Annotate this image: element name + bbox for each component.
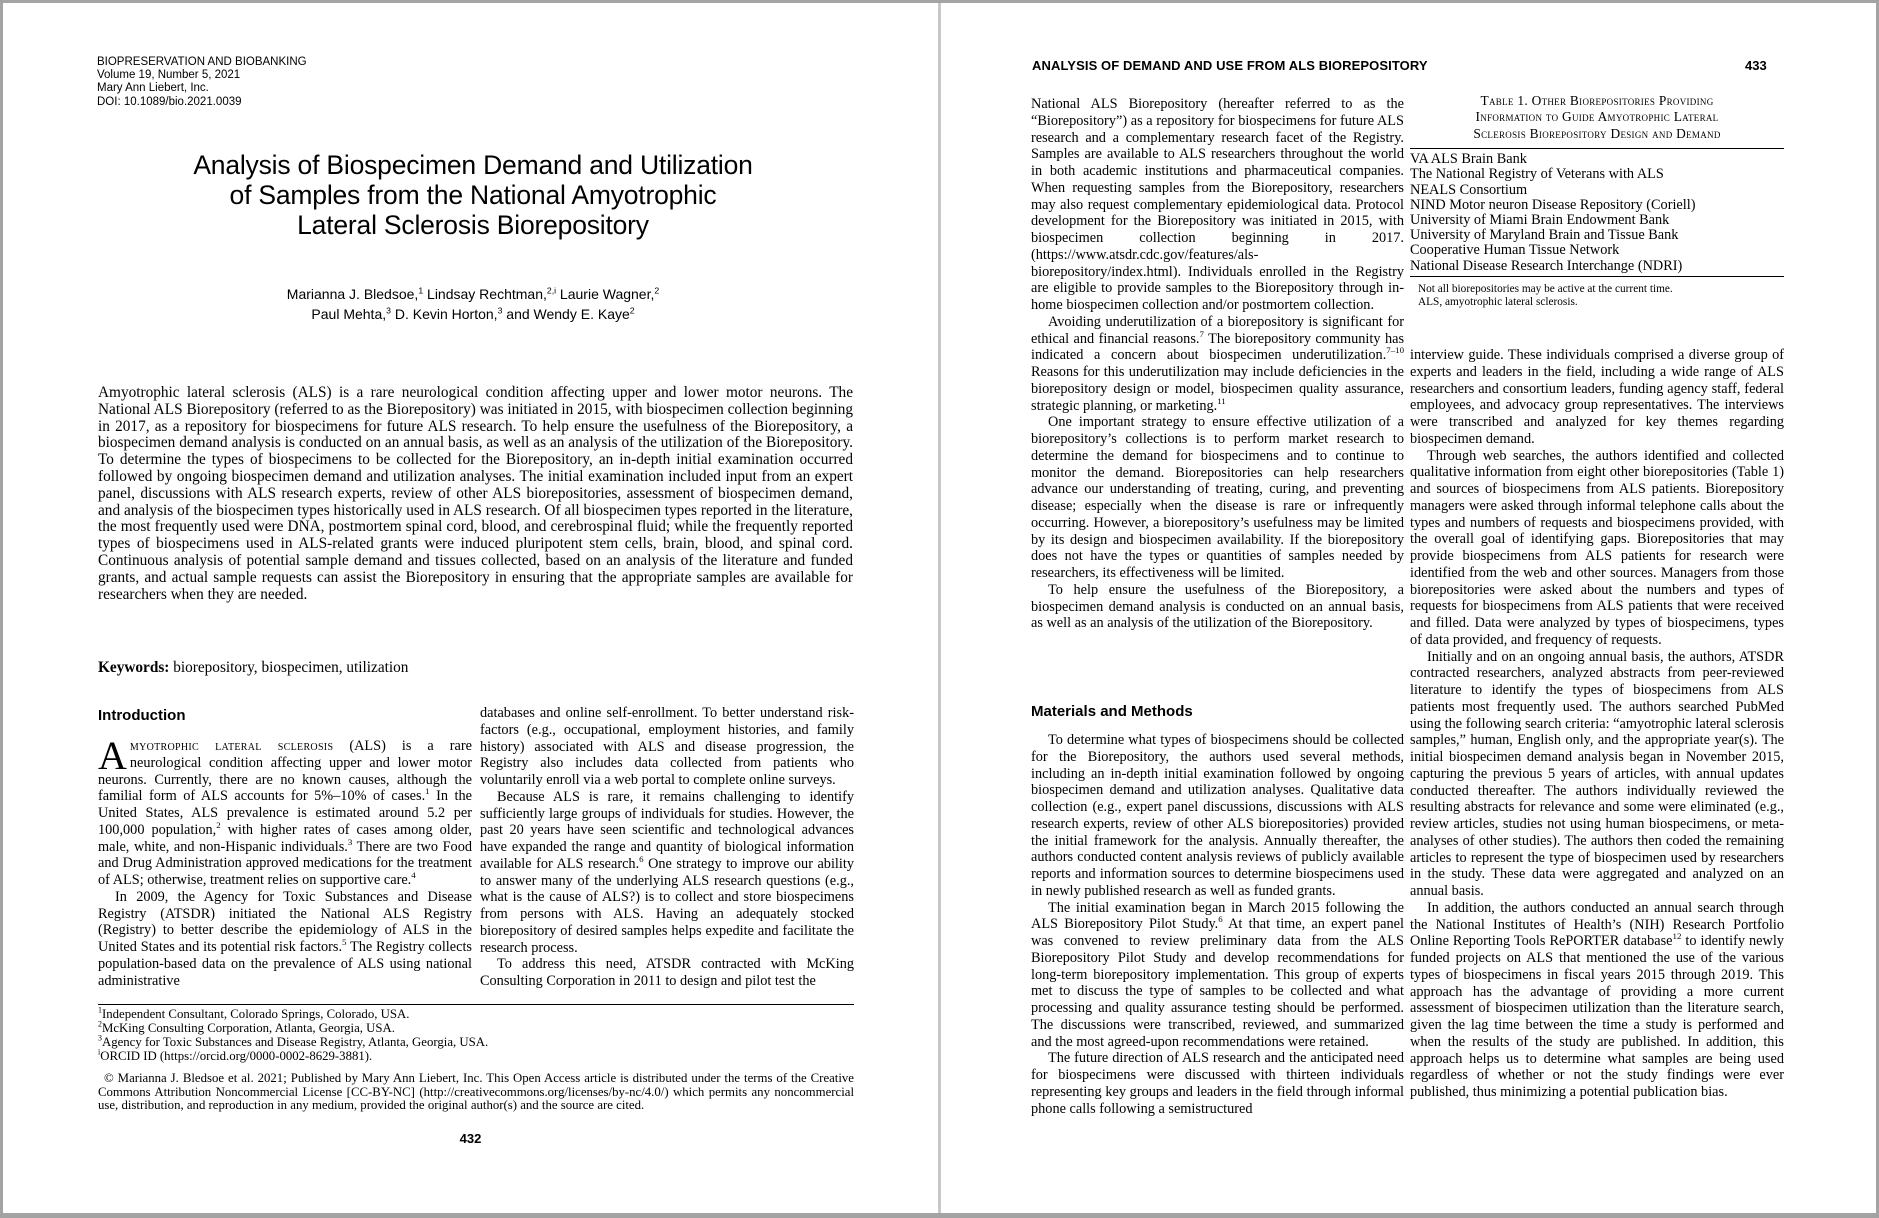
intro-paragraph: databases and online self-enrollment. To better understand risk-factors (e.g., occupational, employment histories, and family history) associated with ALS and disease progression, the Registry also includes data collected from patients who voluntarily enroll via a web portal to complete online surveys. <box>480 705 854 788</box>
author-affil: 3 <box>386 304 391 315</box>
citation: 11 <box>1217 395 1226 406</box>
citation: 7–10 <box>1386 345 1404 356</box>
body-paragraph: One important strategy to ensure effective utilization of a biorepository’s collections is to perform market research to determine the demand for biospecimens and to continue to monitor the demand. Biorepositories can help researchers advance our understanding of treating, curing, and preventing disease; especially when the disease is rare or infrequently occurring. However, a biorepository’s usefulness may be limited by its design and biospecimen availability. If the biorepository does not have the types or quantities of samples needed by researchers, its effectiveness will be limited. <box>1031 414 1404 581</box>
methods-column-left <box>1031 732 1404 1117</box>
citation: 6 <box>639 853 644 864</box>
table-row: University of Miami Brain Endowment Bank <box>1410 212 1670 228</box>
author-name: Marianna J. Bledsoe, <box>286 286 419 302</box>
table-caption: Table 1. Other Biorepositories Providing Information to Guide Amyotrophic Lateral Sclerosis Biorepository Design and Demand <box>1473 93 1721 141</box>
body-paragraph: The future direction of ALS research and the anticipated need for biospecimens were discussed with thirteen individuals representing key groups and leaders in the field through informal phone calls following a semistructured <box>1031 1050 1404 1117</box>
table-1 <box>1410 93 1784 309</box>
page-number: 432 <box>459 1131 482 1146</box>
author-affil: 3 <box>497 304 503 315</box>
table-row: NEALS Consortium <box>1410 181 1528 198</box>
intro-paragraph: In 2009, the Agency for Toxic Substances and Disease Registry (ATSDR) initiated the National ALS Registry (Registry) to better describe the epidemiology of ALS in the United States and its potential risk factors.$^5$ The Registry collects population-based data on the prevalence of ALS using national administrative <box>98 888 472 989</box>
title-line: of Samples from the National Amyotrophic <box>229 180 717 210</box>
citation: 4 <box>411 870 416 881</box>
page-number: 433 <box>1745 58 1767 73</box>
affiliation-footnote: $^3$Agency for Toxic Substances and Disease Registry, Atlanta, Georgia, USA. <box>98 1033 489 1049</box>
footnote-divider <box>98 1004 854 1005</box>
author-affil: 2,i <box>546 285 557 296</box>
page-left <box>3 3 938 1213</box>
table-note: ALS, amyotrophic lateral sclerosis. <box>1418 296 1578 309</box>
citation: 1 <box>425 786 430 797</box>
citation: 7 <box>1199 328 1204 339</box>
title-line: Analysis of Biospecimen Demand and Utilization <box>193 150 753 180</box>
article-title <box>83 150 863 240</box>
copyright-notice: © Marianna J. Bledsoe et al. 2021; Published by Mary Ann Liebert, Inc. This Open Access article is distributed under the terms of the Creative Commons Attribution Noncommercial License [CC-BY-NC] (http://creativecommons.org/licenses/by-nc/4.0/) which permits any noncommercial use, distribution, and reproduction in any medium, provided the original author(s) and the source are cited. <box>98 1070 854 1113</box>
citation: 5 <box>342 937 347 948</box>
keywords-list: biorepository, biospecimen, utilization <box>169 659 409 676</box>
author-affil: 2 <box>654 285 660 296</box>
table-body <box>1410 149 1784 276</box>
intro-paragraph: To address this need, ATSDR contracted with McKing Consulting Corporation in 2011 to design and pilot test the <box>480 956 854 989</box>
body-paragraph: In addition, the authors conducted an annual search through the National Institutes of Health’s (NIH) Research Portfolio Online Reporting Tools RePORTER database$^{12}$ to identify newly funded projects on ALS that mentioned the use of the various types of biospecimens in fiscal years 2015 through 2019. This approach has the advantage of providing a more current assessment of biospecimen utilization than the literature search, given the lag time between the time a study is performed and when the results of the study are published. In addition, this approach helps us to determine what samples are being used regardless of whether or not the study findings were ever published, thus minimizing a potential publication bias. <box>1410 899 1784 1100</box>
table-row: Cooperative Human Tissue Network <box>1410 242 1620 259</box>
intro-paragraph: Amyotrophic lateral sclerosis (ALS) is a rare neurological condition affecting upper and lower motor neurons. Currently, there are no known causes, although the familial form of ALS accounts for 5%–10% of cases.$^1$ In the United States, ALS prevalence is estimated around 5.2 per 100,000 population,$^2$ with higher rates of cases among older, male, white, and non-Hispanic individuals.$^3$ There are two Food and Drug Administration approved medications for the treatment of ALS; otherwise, treatment relies on supportive care.$^4$ <box>98 733 473 888</box>
abstract: Amyotrophic lateral sclerosis (ALS) is a rare neurological condition affecting upper and lower motor neurons. The National ALS Biorepository (referred to as the Biorepository) was initiated in 2015, with biospecimen collection beginning in 2017, as a repository for biospecimens for future ALS research. To help ensure the usefulness of the Biorepository, a biospecimen demand analysis is conducted on an annual basis, as well as an analysis of the utilization of the Biorepository. To determine the types of biospecimens to be collected for the Biorepository, an in-depth initial examination occurred followed by ongoing biospecimen demand and utilization analyses. The initial examination included input from an expert panel, discussions with ALS research experts, review of other ALS biorepositories, assessment of biospecimen demand, and analysis of the biospecimen types historically used in ALS research. Of all biospecimen types reported in the literature, the most frequently used were DNA, postmortem spinal cord, blood, and cerebrospinal fluid; while the frequently reported types of biospecimens used in ALS-related grants were induced pluripotent stem cells, brain, blood, and spinal cord. Continuous analysis of potential sample demand and tissues collected, based on an analysis of the literature and funded grants, and actual sample requests can assist the Biorepository in ensuring that the appropriate samples are available for researchers when they are needed. <box>98 384 853 603</box>
table-row: National Disease Research Interchange (NDRI) <box>1410 257 1683 274</box>
author-name: and Wendy E. Kaye <box>502 305 630 322</box>
footnotes <box>98 1005 854 1113</box>
body-paragraph: Avoiding underutilization of a biorepository is significant for ethical and financial reasons.$^7$ The biorepository community has indicated a concern about biospecimen underutilization.$^{7-10}$ Reasons for this underutilization may include deficiencies in the biorepository design or model, biospecimen quality assurance, strategic planning, or marketing.$^{11}$ <box>1031 313 1405 414</box>
body-column-left <box>1031 96 1404 632</box>
citation: 3 <box>347 836 353 847</box>
section-heading-methods: Materials and Methods <box>1031 703 1193 720</box>
citation: 12 <box>1672 931 1682 942</box>
body-paragraph: Through web searches, the authors identified and collected qualitative information from eight other biorepositories (Table 1) and sources of biospecimens from ALS patients. Biorepository managers were asked through informal telephone calls about the types and numbers of requests and biospecimens provided, with the overall goal of identifying gaps. Biorepositories that may provide biospecimens from ALS patients for research were identified from the web and other sources. Managers from those biorepositories were asked about the numbers and types of requests for biospecimens from ALS patients that were received and filled. Data were analyzed by types of biospecimens, types of data provided, and frequency of requests. <box>1410 447 1784 648</box>
page-right <box>941 3 1876 1213</box>
author-name: Paul Mehta, <box>311 305 387 322</box>
table-note: Not all biorepositories may be active at the current time. <box>1418 283 1673 296</box>
journal-volume: Volume 19, Number 5, 2021 <box>97 69 241 82</box>
table-row: VA ALS Brain Bank <box>1410 151 1527 168</box>
drop-cap: A <box>98 733 127 778</box>
author-affil: 2 <box>629 304 635 315</box>
small-caps-lead: myotrophic lateral sclerosis <box>129 738 334 753</box>
author-list <box>83 285 863 324</box>
author-name: Lindsay Rechtman, <box>423 286 547 302</box>
body-paragraph: The initial examination began in March 2015 following the ALS Biorepository Pilot Study.$^6$ At that time, an expert panel was convened to review preliminary data from the ALS Biorepository Pilot Study and develop recommendations for long-term biorepository implementation. This group of experts met to discuss the type of samples to be collected and what processing and quality assurance testing should be performed. The discussions were transcribed, reviewed, and summarized and the most agreed-upon recommendations were retained. <box>1031 899 1404 1050</box>
table-row: University of Maryland Brain and Tissue Bank <box>1410 227 1679 244</box>
table-notes <box>1410 277 1784 309</box>
body-column-right <box>1410 347 1784 1101</box>
title-line: Lateral Sclerosis Biorepository <box>297 210 649 240</box>
citation: 2 <box>216 819 221 830</box>
journal-info <box>97 56 307 109</box>
intro-column-right <box>480 705 854 990</box>
table-row: The National Registry of Veterans with ALS <box>1410 166 1664 183</box>
body-paragraph: To determine what types of biospecimens should be collected for the Biorepository, the authors used several methods, including an in-depth initial examination followed by ongoing biospecimen demand and utilization analyses. Qualitative data collection (e.g., expert panel discussions, discussions with ALS research experts, review of other ALS biorepositories) provided the initial framework for the analysis. Annually thereafter, the authors conducted content analysis reviews of publicly available reports and information sources to determine biospecimens used in newly published research as well as funded grants. <box>1031 732 1404 899</box>
body-paragraph: interview guide. These individuals comprised a diverse group of experts and leaders in the field, including a wide range of ALS researchers and consortium leaders, funding agency staff, federal employees, and advocacy group representatives. The interviews were transcribed and analyzed for key themes regarding biospecimen demand. <box>1410 347 1784 447</box>
citation: 6 <box>1218 914 1223 925</box>
body-paragraph: To help ensure the usefulness of the Biorepository, a biospecimen demand analysis is conducted on an annual basis, as well as an analysis of the utilization of the Biorepository. <box>1031 581 1404 632</box>
author-name: D. Kevin Horton, <box>390 305 498 322</box>
journal-publisher: Mary Ann Liebert, Inc. <box>97 82 209 95</box>
affiliation-footnote: $^1$Independent Consultant, Colorado Springs, Colorado, USA. <box>98 1005 410 1021</box>
author-affil: 1 <box>418 285 424 296</box>
body-paragraph: National ALS Biorepository (hereafter referred to as the “Biorepository”) as a repository for biospecimens for future ALS research and a complementary research facet of the Registry. Samples are available to ALS researchers throughout the world in both academic institutions and pharmaceutical companies. When requesting samples from the Biorepository, researchers may also request complementary epidemiological data. Protocol development for the Biorepository was initiated in 2015, with biospecimen collection beginning in 2017. (https://www.atsdr.cdc.gov/features/als-biorepository/index.html). Individuals enrolled in the Registry are eligible to provide samples to the Biorepository through in-home biospecimen collection and/or postmortem collection. <box>1031 96 1404 313</box>
body-paragraph: Initially and on an ongoing annual basis, the authors, ATSDR contracted researchers, analyzed abstracts from peer-reviewed literature to identify the types of biospecimens from ALS patients most frequently used. The authors searched PubMed using the following search criteria: “amyotrophic lateral sclerosis samples,” human, English only, and the appropriate year(s). The initial biospecimen demand analysis began in November 2015, capturing the previous 5 years of articles, with annual updates conducted thereafter. The authors individually reviewed the resulting abstracts for relevance and some were eliminated (e.g., review articles, studies not using human biospecimens, or meta-analyses of other studies). The authors then coded the remaining articles to represent the type of biospecimen used by researchers in the study. These data were aggregated and analyzed on an annual basis. <box>1410 648 1784 899</box>
keywords-label: Keywords: <box>98 659 170 676</box>
section-heading-introduction: Introduction <box>98 707 186 724</box>
intro-column-left <box>98 733 473 989</box>
keywords <box>98 659 408 677</box>
running-head: ANALYSIS OF DEMAND AND USE FROM ALS BIOREPOSITORY <box>1032 58 1428 73</box>
journal-name: BIOPRESERVATION AND BIOBANKING <box>97 56 307 68</box>
orcid-footnote: $^i$ORCID ID (https://orcid.org/0000-0002-8629-3881). <box>98 1047 373 1063</box>
author-name: Laurie Wagner, <box>556 286 655 302</box>
intro-paragraph: Because ALS is rare, it remains challenging to identify sufficiently large groups of individuals for studies. However, the past 20 years have seen scientific and technological advances have expanded the range and quantity of biological information available for ALS research.$^6$ One strategy to improve our ability to answer many of the underlying ALS research questions (e.g., what is the cause of ALS?) is to collect and store biospecimens from persons with ALS. Having an adequately stocked biorepository of desired samples helps expedite and facilitate the research process. <box>480 788 854 956</box>
affiliation-footnote: $^2$McKing Consulting Corporation, Atlanta, Georgia, USA. <box>98 1019 395 1035</box>
journal-doi: DOI: 10.1089/bio.2021.0039 <box>97 95 242 108</box>
table-row: NIND Motor neuron Disease Repository (Coriell) <box>1410 196 1696 213</box>
